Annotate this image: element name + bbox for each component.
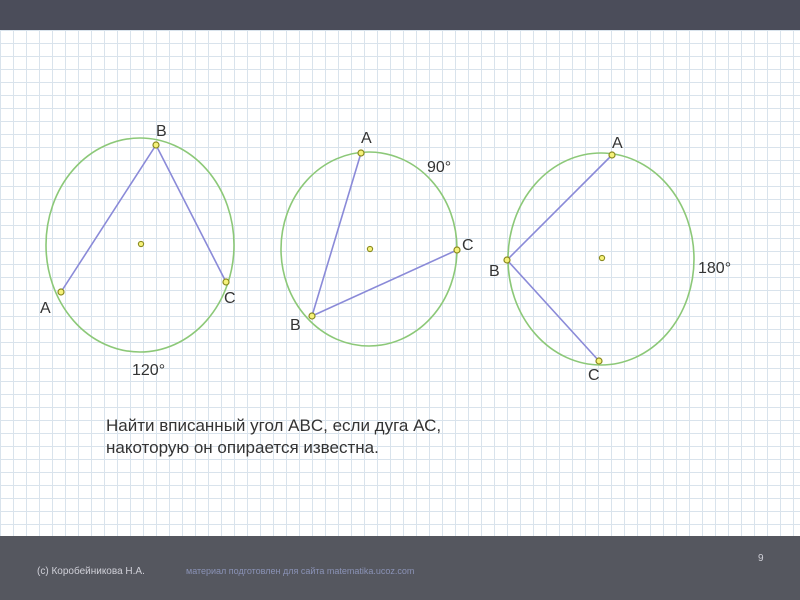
label-b-1: B [156,123,167,140]
figure-1 [40,123,236,379]
task-line-1: Найти вписанный угол ABC, если дуга АС, [106,416,442,435]
task-text [106,415,626,459]
chord-ab-2 [312,153,361,316]
chord-ba-3 [507,155,612,260]
task-line-2: накоторую он опирается известна. [106,438,379,457]
label-a-3: A [612,135,623,152]
label-b-3: B [489,263,500,280]
arc-label-3: 180° [698,260,732,277]
geometry-figures [0,30,800,536]
figure-2 [281,130,474,346]
chord-bc-2 [312,250,457,316]
top-bar [0,0,800,30]
label-a-1: A [40,300,51,317]
slide [0,30,800,536]
circle-center-1 [138,241,143,246]
page-number: 9 [758,553,764,564]
point-a-1 [58,289,64,295]
circle-center-3 [599,255,604,260]
point-c-1 [223,279,229,285]
chord-bc-1 [156,145,226,282]
footer [0,536,800,600]
circle-center-2 [367,246,372,251]
figure-3 [489,135,731,384]
copyright-text: (с) Коробейникова Н.А. [37,566,145,577]
label-a-2: A [361,130,372,147]
label-b-2: B [290,317,301,334]
point-c-2 [454,247,460,253]
point-c-3 [596,358,602,364]
label-c-3: C [588,367,600,384]
point-b-3 [504,257,510,263]
point-a-2 [358,150,364,156]
source-text: материал подготовлен для сайта matematika.ucoz.com [186,566,415,576]
arc-label-1: 120° [132,362,166,379]
label-c-2: C [462,237,474,254]
point-b-1 [153,142,159,148]
chord-bc-3 [507,260,599,361]
label-c-1: C [224,290,236,307]
point-b-2 [309,313,315,319]
point-a-3 [609,152,615,158]
arc-label-2: 90° [427,159,452,176]
